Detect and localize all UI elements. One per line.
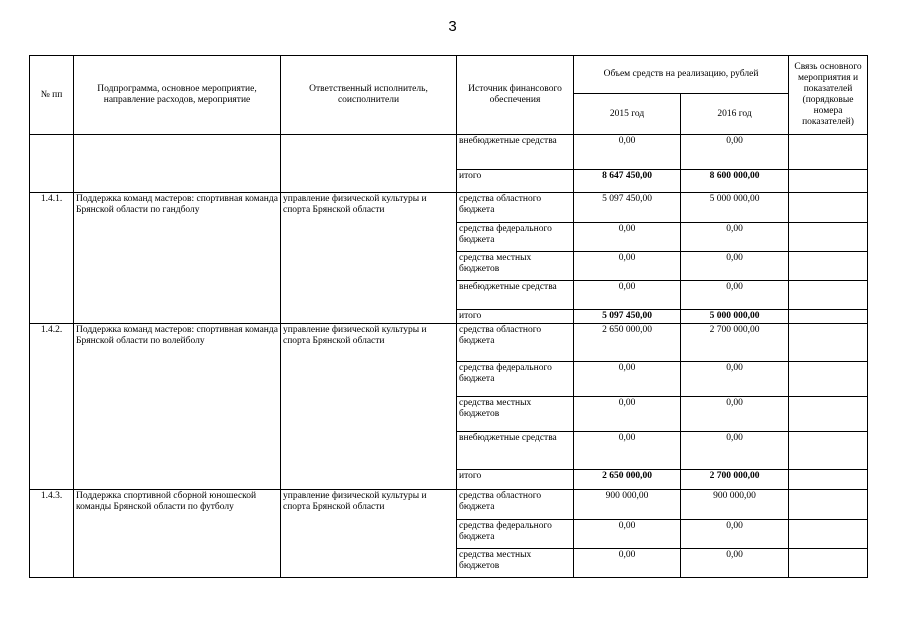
executor-cell: управление физической культуры и спорта Брянской области: [281, 193, 457, 324]
num-cell: 1.4.2.: [30, 324, 74, 490]
link-cell: [789, 170, 868, 193]
value-2015-cell: 0,00: [574, 432, 681, 470]
link-cell: [789, 490, 868, 520]
link-cell: [789, 252, 868, 281]
header-year-2015: 2015 год: [574, 94, 681, 135]
value-2015-cell: 0,00: [574, 362, 681, 397]
source-cell: средства федерального бюджета: [457, 520, 574, 549]
source-cell: средства федерального бюджета: [457, 223, 574, 252]
value-2016-cell: 8 600 000,00: [681, 170, 789, 193]
source-cell: внебюджетные средства: [457, 135, 574, 170]
header-year-2016: 2016 год: [681, 94, 789, 135]
value-2015-cell: 0,00: [574, 549, 681, 578]
header-program: Подпрограмма, основное мероприятие, направление расходов, мероприятие: [74, 56, 281, 135]
link-cell: [789, 470, 868, 490]
link-cell: [789, 520, 868, 549]
value-2016-cell: 0,00: [681, 223, 789, 252]
source-cell: итого: [457, 310, 574, 324]
value-2016-cell: 0,00: [681, 520, 789, 549]
value-2015-cell: 0,00: [574, 223, 681, 252]
value-2015-cell: 2 650 000,00: [574, 470, 681, 490]
value-2015-cell: 0,00: [574, 281, 681, 310]
header-num: № пп: [30, 56, 74, 135]
source-cell: итого: [457, 470, 574, 490]
source-cell: итого: [457, 170, 574, 193]
link-cell: [789, 135, 868, 170]
table-row: [30, 490, 868, 520]
value-2015-cell: 0,00: [574, 397, 681, 432]
value-2016-cell: 0,00: [681, 362, 789, 397]
value-2016-cell: 5 000 000,00: [681, 310, 789, 324]
value-2016-cell: 0,00: [681, 549, 789, 578]
source-cell: внебюджетные средства: [457, 432, 574, 470]
source-cell: средства местных бюджетов: [457, 252, 574, 281]
num-cell: 1.4.3.: [30, 490, 74, 578]
value-2015-cell: 5 097 450,00: [574, 310, 681, 324]
executor-cell: [281, 135, 457, 193]
link-cell: [789, 432, 868, 470]
source-cell: средства местных бюджетов: [457, 397, 574, 432]
budget-table: [29, 55, 868, 578]
value-2016-cell: 0,00: [681, 135, 789, 170]
link-cell: [789, 223, 868, 252]
value-2015-cell: 2 650 000,00: [574, 324, 681, 362]
table-row: [30, 324, 868, 362]
link-cell: [789, 324, 868, 362]
link-cell: [789, 281, 868, 310]
value-2016-cell: 0,00: [681, 397, 789, 432]
link-cell: [789, 310, 868, 324]
value-2016-cell: 5 000 000,00: [681, 193, 789, 223]
value-2016-cell: 900 000,00: [681, 490, 789, 520]
value-2015-cell: 0,00: [574, 520, 681, 549]
source-cell: средства местных бюджетов: [457, 549, 574, 578]
program-cell: [74, 135, 281, 193]
value-2016-cell: 0,00: [681, 252, 789, 281]
link-cell: [789, 397, 868, 432]
program-cell: Поддержка спортивной сборной юношеской команды Брянской области по футболу: [74, 490, 281, 578]
value-2016-cell: 0,00: [681, 432, 789, 470]
header-link: Связь основного мероприятия и показателей (порядковые номера показателей): [789, 56, 868, 135]
value-2015-cell: 0,00: [574, 252, 681, 281]
source-cell: средства федерального бюджета: [457, 362, 574, 397]
source-cell: внебюджетные средства: [457, 281, 574, 310]
executor-cell: управление физической культуры и спорта Брянской области: [281, 490, 457, 578]
link-cell: [789, 193, 868, 223]
value-2015-cell: 0,00: [574, 135, 681, 170]
link-cell: [789, 362, 868, 397]
link-cell: [789, 549, 868, 578]
source-cell: средства областного бюджета: [457, 324, 574, 362]
header-volume: Объем средств на реализацию, рублей: [574, 56, 789, 94]
value-2016-cell: 2 700 000,00: [681, 324, 789, 362]
table-body: [30, 135, 868, 578]
header-executor: Ответственный исполнитель, соисполнители: [281, 56, 457, 135]
source-cell: средства областного бюджета: [457, 490, 574, 520]
page-number: 3: [448, 18, 457, 35]
executor-cell: управление физической культуры и спорта Брянской области: [281, 324, 457, 490]
value-2015-cell: 900 000,00: [574, 490, 681, 520]
source-cell: средства областного бюджета: [457, 193, 574, 223]
header-source: Источник финансового обеспечения: [457, 56, 574, 135]
num-cell: 1.4.1.: [30, 193, 74, 324]
program-cell: Поддержка команд мастеров: спортивная команда Брянской области по волейболу: [74, 324, 281, 490]
value-2016-cell: 0,00: [681, 281, 789, 310]
value-2015-cell: 5 097 450,00: [574, 193, 681, 223]
table-row: [30, 135, 868, 170]
value-2015-cell: 8 647 450,00: [574, 170, 681, 193]
num-cell: [30, 135, 74, 193]
table-row: [30, 193, 868, 223]
value-2016-cell: 2 700 000,00: [681, 470, 789, 490]
program-cell: Поддержка команд мастеров: спортивная команда Брянской области по гандболу: [74, 193, 281, 324]
